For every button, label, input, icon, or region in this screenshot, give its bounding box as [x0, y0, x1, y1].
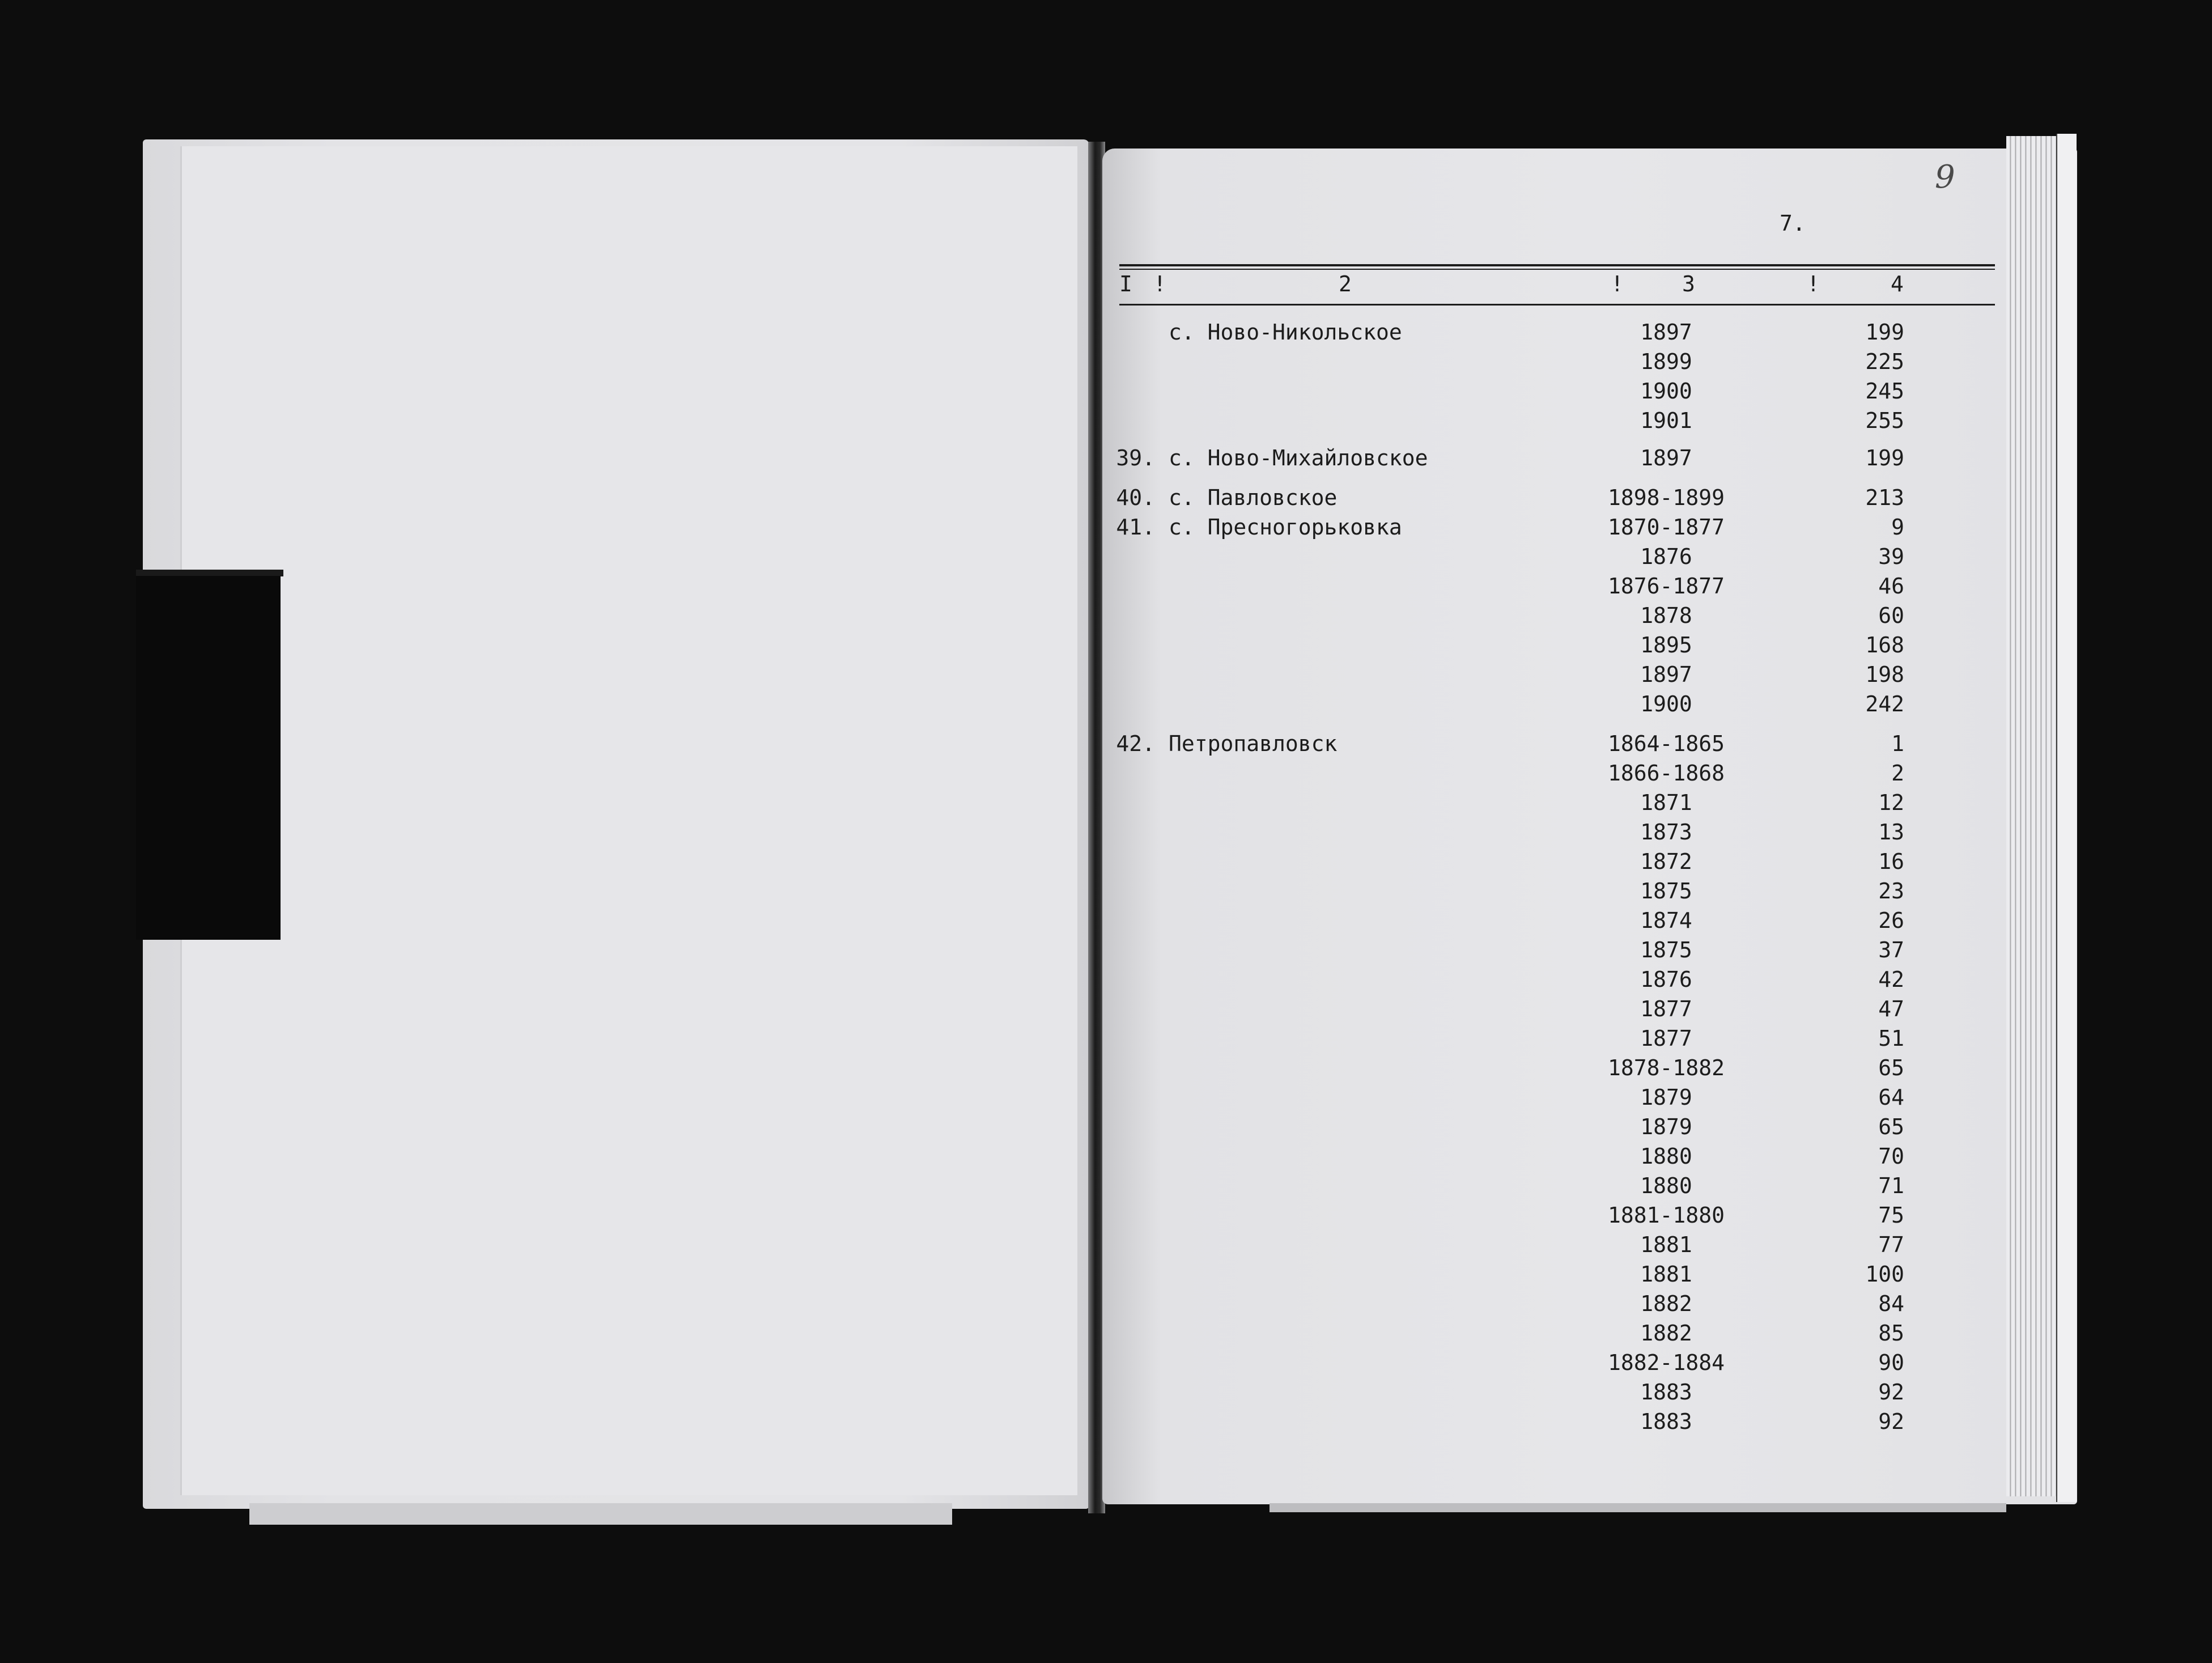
- index-number: 199: [1865, 446, 1904, 470]
- place-name: Петропавловск: [1169, 731, 1338, 756]
- years: 1897: [1640, 320, 1692, 345]
- table-row: [0, 1230, 2212, 1259]
- years: 1898-1899: [1608, 485, 1725, 510]
- index-number: 92: [1878, 1380, 1904, 1405]
- index-number: 92: [1878, 1409, 1904, 1434]
- years: 1874: [1640, 908, 1692, 933]
- header-separator: !: [1153, 271, 1166, 296]
- table-row: [0, 935, 2212, 965]
- years: 1870-1877: [1608, 515, 1725, 540]
- index-number: 213: [1865, 485, 1904, 510]
- header-separator: !: [1611, 271, 1624, 296]
- table-top-rule-inner: [1119, 269, 1995, 270]
- table-row: [0, 1348, 2212, 1377]
- table-row: [0, 1024, 2212, 1053]
- index-number: 85: [1878, 1321, 1904, 1346]
- table-row: [0, 601, 2212, 630]
- index-number: 65: [1878, 1055, 1904, 1080]
- index-number: 100: [1865, 1262, 1904, 1287]
- index-number: 70: [1878, 1144, 1904, 1169]
- table-row: [0, 1377, 2212, 1407]
- years: 1897: [1640, 662, 1692, 687]
- years: 1882: [1640, 1321, 1692, 1346]
- table-row: [0, 1171, 2212, 1200]
- table-row: [0, 817, 2212, 847]
- table-row: [0, 483, 2212, 512]
- table-row: [0, 630, 2212, 660]
- table-row: [0, 347, 2212, 376]
- table-row: [0, 906, 2212, 935]
- years: 1871: [1640, 790, 1692, 815]
- index-number: 64: [1878, 1085, 1904, 1110]
- index-number: 242: [1865, 691, 1904, 716]
- years: 1877: [1640, 1026, 1692, 1051]
- years: 1873: [1640, 820, 1692, 845]
- table-row: [0, 571, 2212, 601]
- years: 1900: [1640, 379, 1692, 404]
- years: 1881: [1640, 1232, 1692, 1257]
- table-row: [0, 512, 2212, 542]
- years: 1879: [1640, 1114, 1692, 1139]
- row-number: 41.: [1116, 515, 1155, 540]
- table-row: [0, 689, 2212, 719]
- table-row: [0, 406, 2212, 435]
- index-number: 225: [1865, 349, 1904, 374]
- table-row: [0, 1289, 2212, 1318]
- table-row: [0, 1053, 2212, 1083]
- years: 1897: [1640, 446, 1692, 470]
- index-number: 198: [1865, 662, 1904, 687]
- index-number: 39: [1878, 544, 1904, 569]
- index-number: 2: [1891, 761, 1904, 786]
- table-row: [0, 1259, 2212, 1289]
- index-number: 65: [1878, 1114, 1904, 1139]
- index-number: 75: [1878, 1203, 1904, 1228]
- table-row: [0, 847, 2212, 876]
- index-number: 77: [1878, 1232, 1904, 1257]
- table-row: [0, 542, 2212, 571]
- table-row: [0, 1407, 2212, 1436]
- table-top-rule: [1119, 264, 1995, 266]
- years: 1864-1865: [1608, 731, 1725, 756]
- index-number: 60: [1878, 603, 1904, 628]
- index-number: 245: [1865, 379, 1904, 404]
- table-row: [0, 660, 2212, 689]
- place-name: с. Ново-Михайловское: [1169, 446, 1428, 470]
- table-row: [0, 317, 2212, 347]
- header-col1: I: [1119, 271, 1132, 296]
- index-number: 42: [1878, 967, 1904, 992]
- table-row: [0, 1200, 2212, 1230]
- row-number: 40.: [1116, 485, 1155, 510]
- place-name: с. Ново-Никольское: [1169, 320, 1402, 345]
- table-row: [0, 758, 2212, 788]
- years: 1879: [1640, 1085, 1692, 1110]
- years: 1876-1877: [1608, 574, 1725, 599]
- years: 1866-1868: [1608, 761, 1725, 786]
- table-row: [0, 1112, 2212, 1142]
- index-number: 9: [1891, 515, 1904, 540]
- index-number: 37: [1878, 937, 1904, 962]
- years: 1899: [1640, 349, 1692, 374]
- years: 1875: [1640, 879, 1692, 903]
- years: 1876: [1640, 967, 1692, 992]
- table-header-rule: [1119, 304, 1995, 306]
- index-number: 168: [1865, 633, 1904, 657]
- index-number: 46: [1878, 574, 1904, 599]
- years: 1878: [1640, 603, 1692, 628]
- index-number: 26: [1878, 908, 1904, 933]
- years: 1881: [1640, 1262, 1692, 1287]
- index-number: 84: [1878, 1291, 1904, 1316]
- years: 1876: [1640, 544, 1692, 569]
- row-number: 39.: [1116, 446, 1155, 470]
- row-number: 42.: [1116, 731, 1155, 756]
- years: 1880: [1640, 1173, 1692, 1198]
- header-col3: 3: [1682, 271, 1695, 296]
- index-number: 1: [1891, 731, 1904, 756]
- table-row: [0, 1083, 2212, 1112]
- index-number: 13: [1878, 820, 1904, 845]
- table-row: [0, 1318, 2212, 1348]
- years: 1883: [1640, 1409, 1692, 1434]
- index-number: 51: [1878, 1026, 1904, 1051]
- index-number: 90: [1878, 1350, 1904, 1375]
- page-number: 7.: [1780, 211, 1806, 236]
- right-page-bottom-edge: [1270, 1503, 2006, 1512]
- index-number: 23: [1878, 879, 1904, 903]
- place-name: с. Павловское: [1169, 485, 1338, 510]
- index-number: 255: [1865, 408, 1904, 433]
- corner-mark: 9: [1935, 159, 1955, 196]
- index-number: 71: [1878, 1173, 1904, 1198]
- years: 1883: [1640, 1380, 1692, 1405]
- years: 1875: [1640, 937, 1692, 962]
- index-number: 199: [1865, 320, 1904, 345]
- index-number: 47: [1878, 996, 1904, 1021]
- header-separator: !: [1807, 271, 1820, 296]
- table-row: [0, 965, 2212, 994]
- years: 1881-1880: [1608, 1203, 1725, 1228]
- header-col4: 4: [1891, 271, 1904, 296]
- years: 1877: [1640, 996, 1692, 1021]
- table-row: [0, 1142, 2212, 1171]
- table-row: [0, 443, 2212, 473]
- years: 1900: [1640, 691, 1692, 716]
- index-number: 16: [1878, 849, 1904, 874]
- header-col2: 2: [1339, 271, 1352, 296]
- years: 1901: [1640, 408, 1692, 433]
- years: 1878-1882: [1608, 1055, 1725, 1080]
- left-page-bottom-edge: [249, 1503, 952, 1525]
- years: 1872: [1640, 849, 1692, 874]
- table-row: [0, 788, 2212, 817]
- table-row: [0, 729, 2212, 758]
- years: 1895: [1640, 633, 1692, 657]
- table-row: [0, 876, 2212, 906]
- years: 1882: [1640, 1291, 1692, 1316]
- table-row: [0, 994, 2212, 1024]
- index-number: 12: [1878, 790, 1904, 815]
- years: 1880: [1640, 1144, 1692, 1169]
- table-row: [0, 376, 2212, 406]
- years: 1882-1884: [1608, 1350, 1725, 1375]
- place-name: с. Пресногорьковка: [1169, 515, 1402, 540]
